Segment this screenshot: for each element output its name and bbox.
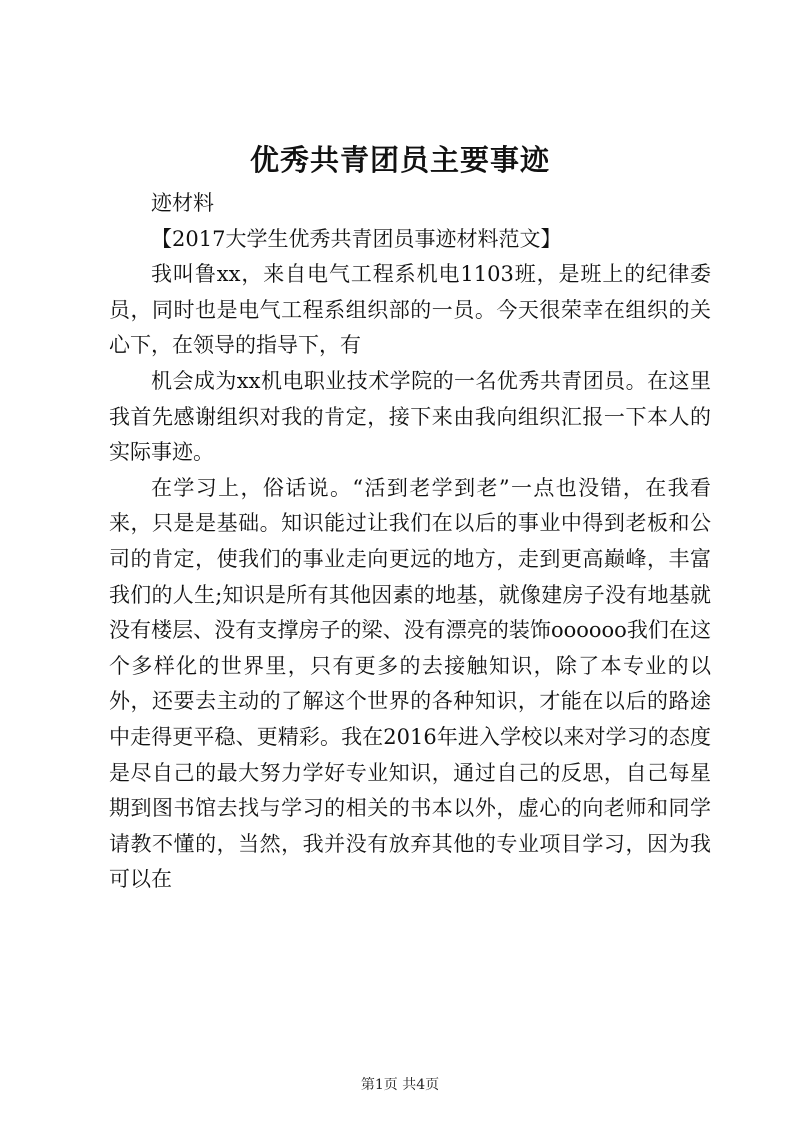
document-body [109,186,711,898]
page-title: 优秀共青团员主要事迹 [249,143,550,177]
page-footer: 第1页 共4页 [360,1077,440,1093]
paragraph-1: 迹材料 [151,191,214,215]
paragraph-5: 在学习上，俗话说。“活到老学到老”一点也没错，在我看来，只是是基础。知识能过让我们在以后的事业中得到老板和公司的肯定，使我们的事业走向更远的地方，走到更高巅峰，丰富我们的人生;知识是所有其他因素的地基，就像建房子没有地基就没有楼层、没有支撑房子的梁、没有漂亮的装饰oooooo我们在这个多样化的世界里，只有更多的去接触知识，除了本专业的以外，还要去主动的了解这个世界的各种知识，才能在以后的路途中走得更平稳、更精彩。我在2016年进入学校以来对学习的态度是尽自己的最大努力学好专业知识，通过自己的反思，自己每星期到图书馆去找与学习的相关的书本以外，虚心的向老师和同学请教不懂的，当然，我并没有放弃其他的专业项目学习，因为我可以在 [109,475,711,892]
paragraph-4: 机会成为xx机电职业技术学院的一名优秀共青团员。在这里我首先感谢组织对我的肯定，接下来由我向组织汇报一下本人的实际事迹。 [109,368,711,465]
paragraph-2: 【2017大学生优秀共青团员事迹材料范文】 [151,226,562,251]
paragraph-3: 我叫鲁xx，来自电气工程系机电1103班，是班上的纪律委员，同时也是电气工程系组织部的一员。今天很荣幸在组织的关心下，在领导的指导下，有 [109,262,711,358]
